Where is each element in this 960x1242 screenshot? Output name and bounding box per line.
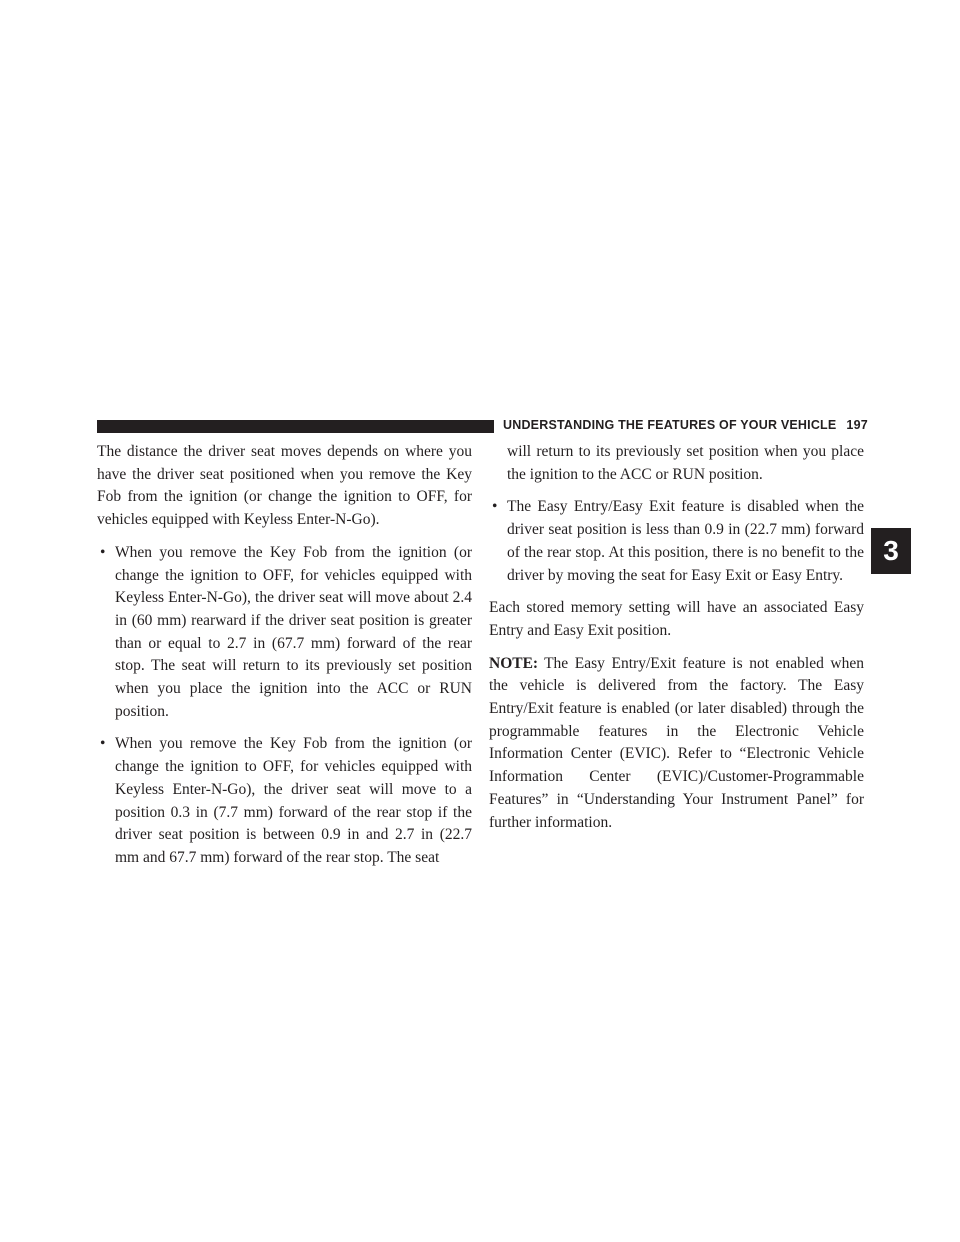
section-title: UNDERSTANDING THE FEATURES OF YOUR VEHICLE <box>503 418 837 432</box>
memory-paragraph: Each stored memory setting will have an associated Easy Entry and Easy Exit position. <box>489 599 864 639</box>
intro-paragraph: The distance the driver seat moves depends on where you have the driver seat positioned when you remove the Key Fob from the ignition (or change the ignition to OFF, for vehicles equipped with Keyless Enter-N-Go). <box>97 443 472 529</box>
bullet-icon: • <box>492 498 498 516</box>
bullet-item <box>489 496 864 587</box>
note-paragraph <box>489 653 864 835</box>
right-column <box>489 441 864 844</box>
bullet-text: The Easy Entry/Easy Exit feature is disabled when the driver seat position is less than 0.9 in (22.7 mm) forward of the rear stop. At this position, there is no benefit to the driver by moving the seat for Easy Exit or Easy Entry. <box>507 498 864 584</box>
bullet-item <box>97 733 472 869</box>
running-header <box>503 418 868 432</box>
page-number: 197 <box>846 418 868 432</box>
bullet-item <box>97 542 472 724</box>
bullet-continuation: will return to its previously set position when you place the ignition to the ACC or RUN position. <box>507 443 864 483</box>
bullet-text: When you remove the Key Fob from the ignition (or change the ignition to OFF, for vehicles equipped with Keyless Enter-N-Go), the driver seat will move to a position 0.3 in (7.7 mm) forward of the rear stop if the driver seat position is between 0.9 in and 2.7 in (22.7 mm and 67.7 mm) forward of the rear stop. The seat <box>115 735 472 866</box>
note-label: NOTE: <box>489 654 539 672</box>
left-column <box>97 441 472 880</box>
note-text: The Easy Entry/Exit feature is not enabled when the vehicle is delivered from the factory. The Easy Entry/Exit feature is enabled (or later disabled) through the programmable features in the Electronic Vehicle Information Center (EVIC). Refer to “Electronic Vehicle Information Center (EVIC)/Customer-Programmable Features” in “Understanding Your Instrument Panel” for further information. <box>489 654 864 831</box>
bullet-icon: • <box>100 735 106 753</box>
chapter-tab: 3 <box>871 528 911 574</box>
bullet-text: When you remove the Key Fob from the ignition (or change the ignition to OFF, for vehicles equipped with Keyless Enter-N-Go), the driver seat will move about 2.4 in (60 mm) rearward if the driver seat position is greater than or equal to 2.7 in (67.7 mm) forward of the rear stop. The seat will return to its previously set position when you place the ignition into the ACC or RUN position. <box>115 543 472 720</box>
bullet-icon: • <box>100 543 106 561</box>
header-rule <box>97 420 494 433</box>
